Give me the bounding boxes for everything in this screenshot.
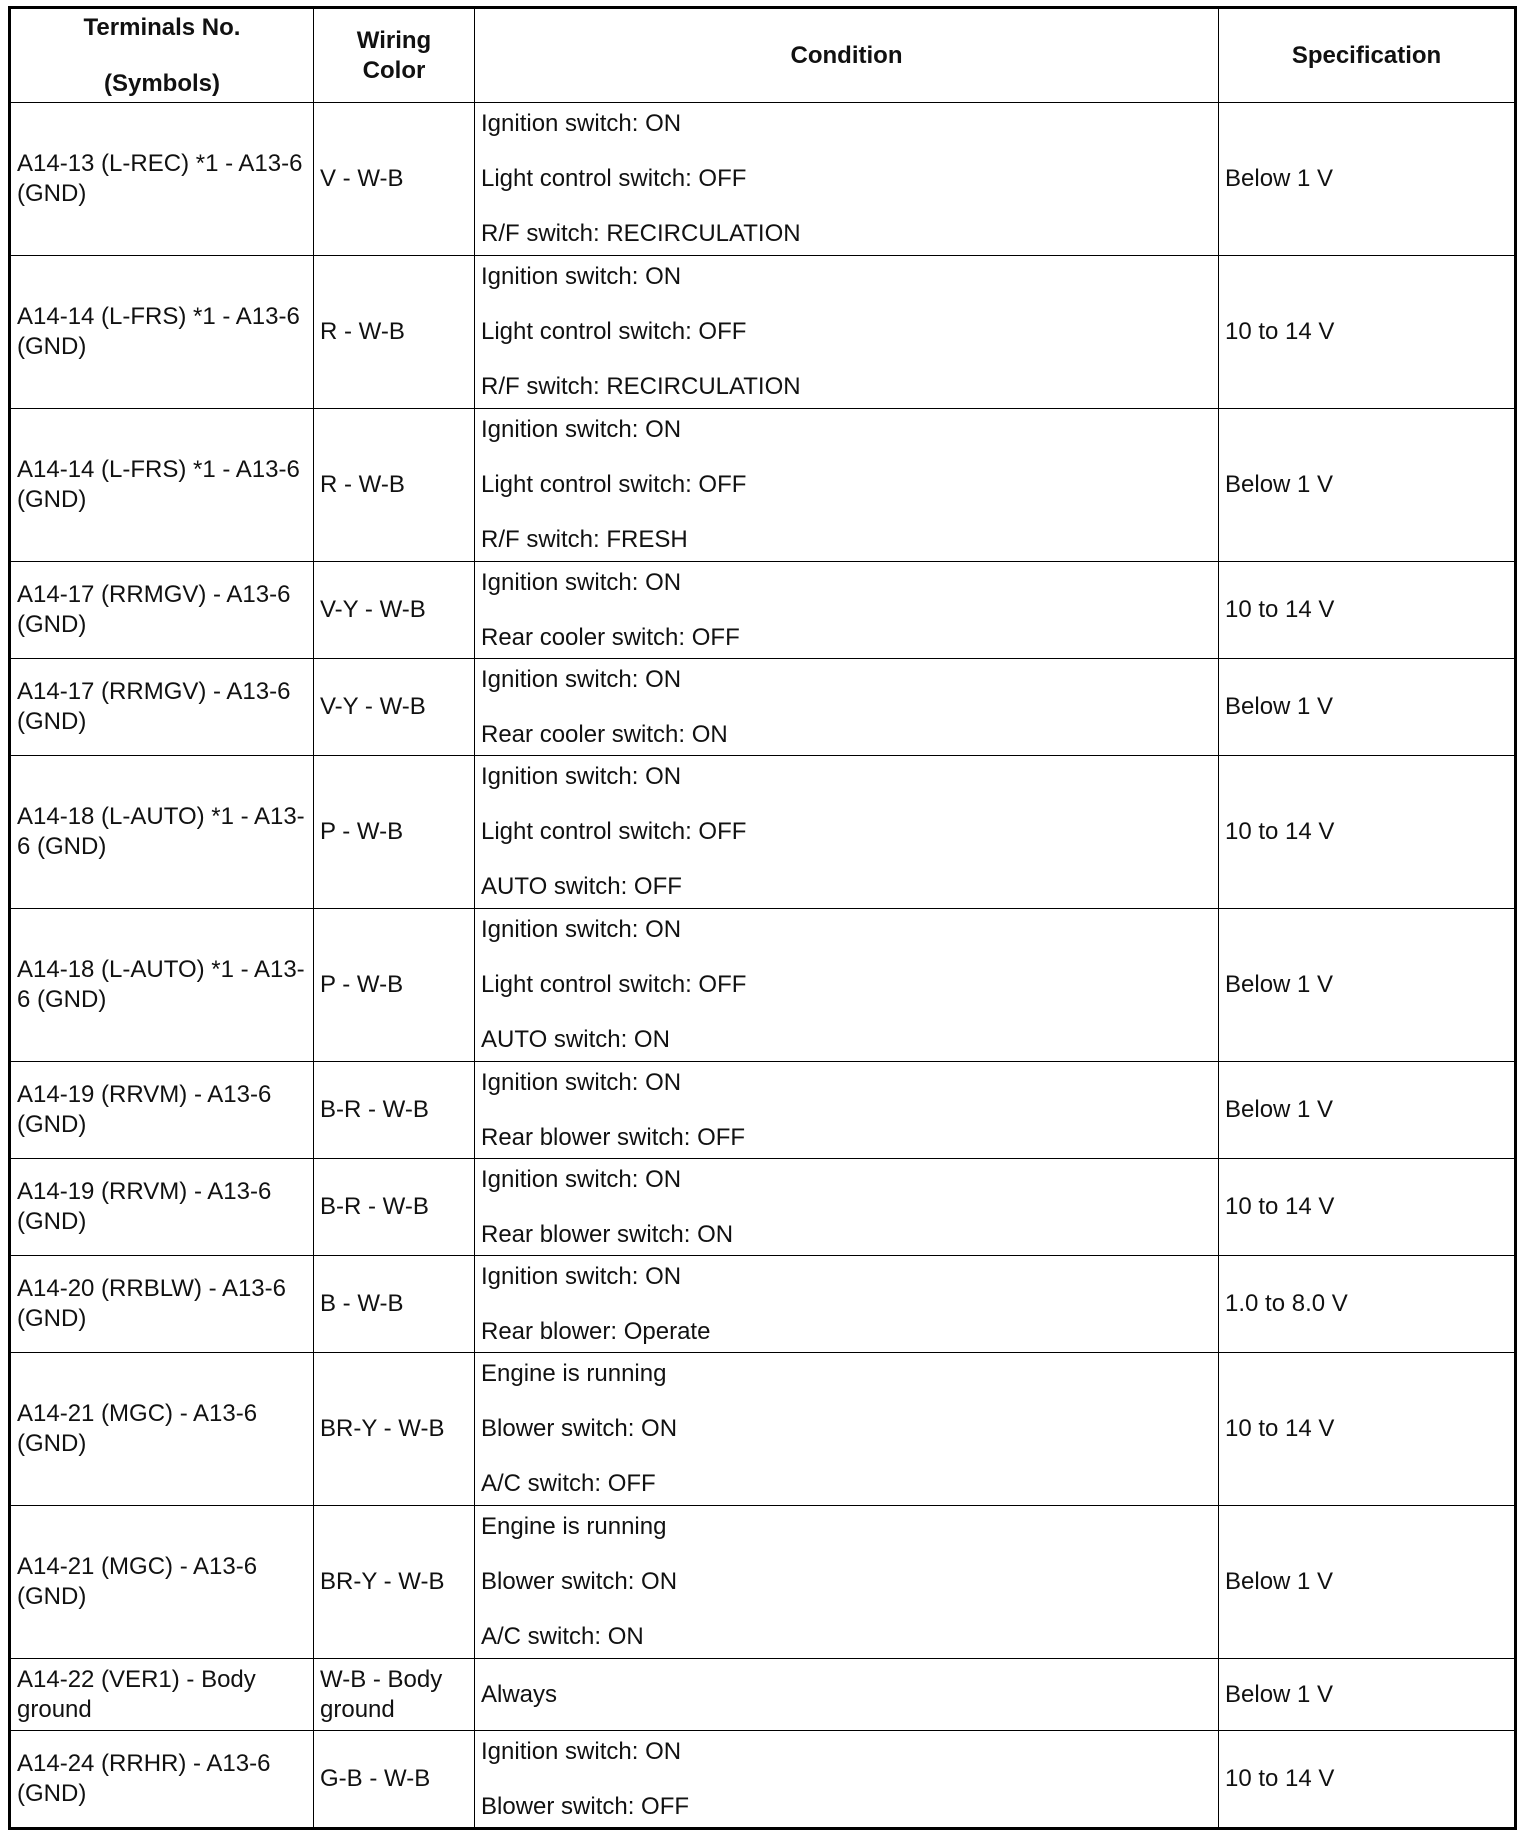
cell-specification: Below 1 V <box>1219 1062 1516 1159</box>
header-terminals-line2: (Symbols) <box>103 69 220 97</box>
condition-line: R/F switch: FRESH <box>481 526 688 553</box>
table-body <box>10 103 1516 1829</box>
cell-condition <box>475 409 1219 562</box>
cell-specification: 10 to 14 V <box>1219 1353 1516 1506</box>
condition-line: Rear blower switch: ON <box>481 1220 734 1248</box>
cell-condition <box>475 103 1219 256</box>
table-row <box>10 409 1516 562</box>
condition-line: Engine is running <box>481 1513 667 1540</box>
cell-wiring-color: P - W-B <box>314 756 475 909</box>
condition-line: Rear cooler switch: OFF <box>481 623 740 651</box>
condition-line: Ignition switch: ON <box>481 110 682 137</box>
cell-condition <box>475 1659 1219 1731</box>
cell-terminal: A14-21 (MGC) - A13-6 (GND) <box>10 1506 314 1659</box>
cell-condition <box>475 1062 1219 1159</box>
cell-terminal: A14-19 (RRVM) - A13-6 (GND) <box>10 1159 314 1256</box>
table-row <box>10 562 1516 659</box>
header-wiring-line2: Color <box>362 56 426 84</box>
cell-wiring-color: B-R - W-B <box>314 1159 475 1256</box>
condition-line: Ignition switch: ON <box>481 1165 682 1193</box>
cell-terminal: A14-13 (L-REC) *1 - A13-6 (GND) <box>10 103 314 256</box>
cell-specification: Below 1 V <box>1219 409 1516 562</box>
cell-condition <box>475 1159 1219 1256</box>
table-row <box>10 103 1516 256</box>
table-row <box>10 1353 1516 1506</box>
cell-specification: Below 1 V <box>1219 1506 1516 1659</box>
table-row <box>10 1506 1516 1659</box>
condition-line: R/F switch: RECIRCULATION <box>481 220 801 247</box>
cell-wiring-color: P - W-B <box>314 909 475 1062</box>
cell-condition <box>475 1353 1219 1506</box>
cell-specification: 10 to 14 V <box>1219 1159 1516 1256</box>
cell-wiring-color: R - W-B <box>314 409 475 562</box>
cell-wiring-color: R - W-B <box>314 256 475 409</box>
condition-line: AUTO switch: OFF <box>481 873 682 900</box>
cell-wiring-color: V-Y - W-B <box>314 562 475 659</box>
condition-line: Ignition switch: ON <box>481 568 682 596</box>
condition-line: A/C switch: ON <box>481 1623 644 1650</box>
cell-specification: 10 to 14 V <box>1219 256 1516 409</box>
cell-terminal: A14-17 (RRMGV) - A13-6 (GND) <box>10 659 314 756</box>
header-condition: Condition <box>475 8 1219 103</box>
cell-wiring-color: W-B - Body ground <box>314 1659 475 1731</box>
condition-line: Light control switch: OFF <box>481 818 747 845</box>
condition-line: Light control switch: OFF <box>481 318 747 345</box>
condition-line: Ignition switch: ON <box>481 916 682 943</box>
cell-condition <box>475 1506 1219 1659</box>
cell-wiring-color: B-R - W-B <box>314 1062 475 1159</box>
cell-terminal: A14-18 (L-AUTO) *1 - A13-6 (GND) <box>10 909 314 1062</box>
cell-terminal: A14-22 (VER1) - Body ground <box>10 1659 314 1731</box>
cell-terminal: A14-19 (RRVM) - A13-6 (GND) <box>10 1062 314 1159</box>
condition-line: Ignition switch: ON <box>481 416 682 443</box>
cell-condition <box>475 1256 1219 1353</box>
condition-line: Ignition switch: ON <box>481 263 682 290</box>
condition-line: Always <box>481 1680 558 1708</box>
cell-terminal: A14-24 (RRHR) - A13-6 (GND) <box>10 1731 314 1829</box>
cell-specification: 1.0 to 8.0 V <box>1219 1256 1516 1353</box>
cell-terminal: A14-21 (MGC) - A13-6 (GND) <box>10 1353 314 1506</box>
condition-line: A/C switch: OFF <box>481 1470 656 1497</box>
cell-condition <box>475 256 1219 409</box>
condition-line: AUTO switch: ON <box>481 1026 670 1053</box>
table-header <box>10 8 1516 103</box>
header-wiring-line1: Wiring <box>356 26 432 54</box>
cell-terminal: A14-14 (L-FRS) *1 - A13-6 (GND) <box>10 256 314 409</box>
condition-line: Rear blower: Operate <box>481 1317 711 1345</box>
cell-specification: Below 1 V <box>1219 909 1516 1062</box>
cell-specification: 10 to 14 V <box>1219 1731 1516 1829</box>
cell-condition <box>475 756 1219 909</box>
header-row <box>10 8 1516 103</box>
cell-condition <box>475 562 1219 659</box>
condition-line: Ignition switch: ON <box>481 763 682 790</box>
cell-terminal: A14-20 (RRBLW) - A13-6 (GND) <box>10 1256 314 1353</box>
table-row <box>10 1659 1516 1731</box>
cell-specification: 10 to 14 V <box>1219 562 1516 659</box>
condition-line: Rear cooler switch: ON <box>481 720 728 748</box>
cell-specification: 10 to 14 V <box>1219 756 1516 909</box>
condition-line: Blower switch: OFF <box>481 1792 690 1820</box>
condition-line: Blower switch: ON <box>481 1568 678 1595</box>
cell-wiring-color: V - W-B <box>314 103 475 256</box>
cell-wiring-color: BR-Y - W-B <box>314 1506 475 1659</box>
table-row <box>10 1256 1516 1353</box>
table-row <box>10 1731 1516 1829</box>
condition-line: Ignition switch: ON <box>481 665 682 693</box>
condition-line: Light control switch: OFF <box>481 971 747 998</box>
cell-wiring-color: V-Y - W-B <box>314 659 475 756</box>
header-wiring <box>314 8 475 103</box>
cell-specification: Below 1 V <box>1219 659 1516 756</box>
table-row <box>10 1159 1516 1256</box>
terminal-spec-table <box>8 6 1517 1830</box>
cell-terminal: A14-17 (RRMGV) - A13-6 (GND) <box>10 562 314 659</box>
condition-line: Light control switch: OFF <box>481 165 747 192</box>
condition-line: R/F switch: RECIRCULATION <box>481 373 801 400</box>
cell-condition <box>475 659 1219 756</box>
table-row <box>10 659 1516 756</box>
condition-line: Blower switch: ON <box>481 1415 678 1442</box>
cell-condition <box>475 909 1219 1062</box>
table-row <box>10 256 1516 409</box>
condition-line: Engine is running <box>481 1360 667 1387</box>
table-row <box>10 1062 1516 1159</box>
cell-wiring-color: B - W-B <box>314 1256 475 1353</box>
cell-wiring-color: G-B - W-B <box>314 1731 475 1829</box>
condition-line: Ignition switch: ON <box>481 1737 682 1765</box>
cell-terminal: A14-18 (L-AUTO) *1 - A13-6 (GND) <box>10 756 314 909</box>
condition-line: Ignition switch: ON <box>481 1262 682 1290</box>
header-specification: Specification <box>1219 8 1516 103</box>
table-row <box>10 909 1516 1062</box>
condition-line: Ignition switch: ON <box>481 1068 682 1096</box>
cell-condition <box>475 1731 1219 1829</box>
table-row <box>10 756 1516 909</box>
condition-line: Rear blower switch: OFF <box>481 1123 746 1151</box>
cell-terminal: A14-14 (L-FRS) *1 - A13-6 (GND) <box>10 409 314 562</box>
cell-wiring-color: BR-Y - W-B <box>314 1353 475 1506</box>
cell-specification: Below 1 V <box>1219 103 1516 256</box>
condition-line: Light control switch: OFF <box>481 471 747 498</box>
cell-specification: Below 1 V <box>1219 1659 1516 1731</box>
header-terminals-line1: Terminals No. <box>83 13 241 41</box>
header-terminals <box>10 8 314 103</box>
